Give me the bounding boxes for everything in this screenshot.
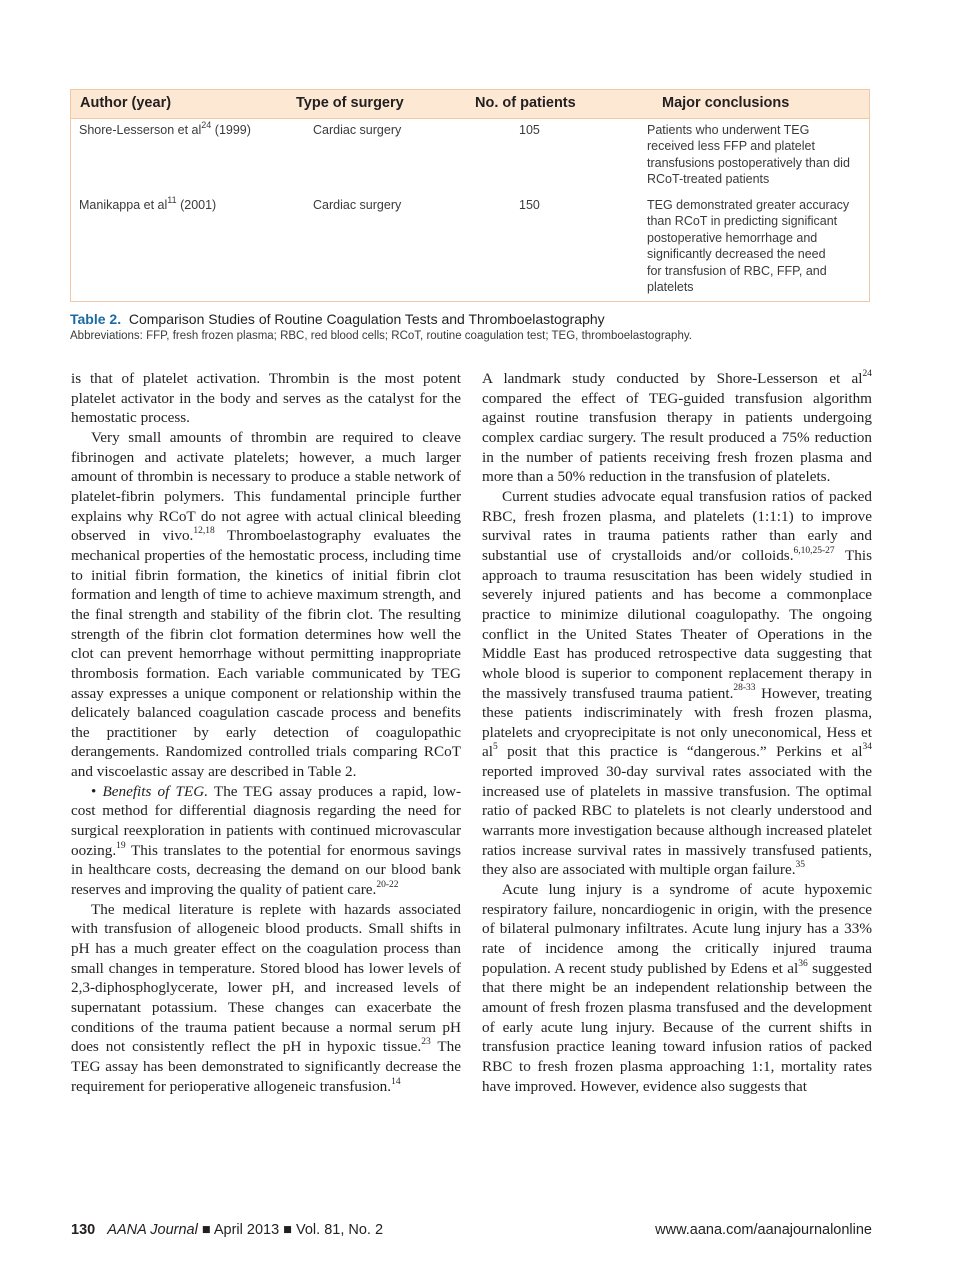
journal-url: www.aana.com/aanajournalonline	[655, 1222, 872, 1238]
paragraph: The medical literature is replete with hazards associated with transfusion of allogeneic blood products. Small shifts in pH has a much greater effect on the coagulation process than small changes in temperature. Stored blood has lower levels of 2,3-diphosphoglycerate, lower pH, and increased levels of supernatant potassium. These changes can exacerbate the conditions of the trauma patient because a normal serum pH does not consistently reflect the pH in hypoxic tissue.$^{23}$ The TEG assay has been demonstrated to significantly decrease the requirement for perioperative allogeneic transfusion.$^{14}$	[71, 900, 461, 1095]
reference-superscript: 20-22	[376, 880, 399, 890]
table-caption	[70, 311, 605, 327]
paragraph: Acute lung injury is a syndrome of acute hypoxemic respiratory failure, noncardiogenic in origin, with the presence of bilateral pulmonary infiltrates. Acute lung injury has a 33% rate of incidence among the critically injured trauma population. A recent study published by Edens et $al^{36}$ suggested that there might be an independent relationship between the amount of fresh frozen plasma transfused and the development of early acute lung injury. Because of the current shifts in transfusion practice leaning toward infusion ratios of packed RBC to fresh frozen plasma approaching 1:1, mortality rates have improved. However, evidence also suggests that	[482, 881, 872, 1095]
header-author-year: Author (year)	[80, 95, 172, 111]
table-cell-surgery: Cardiac surgery	[313, 123, 402, 137]
reference-superscript: 24	[201, 119, 212, 130]
reference-superscript: 11	[167, 194, 177, 205]
reference-superscript: 24	[862, 368, 872, 379]
right-text-column	[482, 369, 872, 1096]
left-text-column	[71, 369, 461, 1096]
table-cell-surgery: Cardiac surgery	[313, 198, 402, 212]
table-cell-author: Shore-Lesserson et $al^{24}$ (1999)	[79, 119, 251, 137]
table-cell-conclusion: Patients who underwent TEG received less FFP and platelet transfusions postoperatively than did RCoT-treated patients	[647, 123, 850, 187]
journal-name: AANA Journal	[107, 1222, 198, 1238]
reference-superscript: 12,18	[193, 526, 215, 537]
table-abbreviations: Abbreviations: FFP, fresh frozen plasma; RBC, red blood cells; RCoT, routine coagulation test; TEG, thromboelastography.	[70, 330, 692, 342]
page-number: 130	[71, 1222, 96, 1238]
table-cell-patients: 150	[519, 198, 540, 212]
paragraph-benefits-of-teg: • Benefits of TEG. The TEG assay produces a rapid, low-cost method for differential diagnosis regarding the need for surgical reexploration in patients with continued microvascular oozing.$^{19}$ This translates to the potential for enormous savings in healthcare costs, decreasing the demand on our blood bank reserves and improving the quality of patient care.$^{20-22}$	[71, 782, 462, 899]
reference-superscript: 28-33	[733, 683, 756, 694]
page-footer-left: 130 AANA Journal ■ April 2013 ■ Vol. 81, No. 2	[71, 1222, 384, 1238]
header-no-of-patients: No. of patients	[475, 95, 576, 111]
reference-superscript: 14	[391, 1076, 401, 1087]
reference-superscript: 35	[795, 860, 805, 871]
reference-superscript: 19	[116, 840, 126, 851]
table-cell-patients: 105	[519, 123, 540, 137]
table-2	[70, 89, 870, 302]
reference-superscript: 6,10,25-27	[793, 545, 835, 556]
paragraph: is that of platelet activation. Thrombin is the most potent platelet activator in the body and serves as the catalyst for the hemostatic process.	[71, 370, 461, 427]
reference-superscript: 23	[421, 1037, 431, 1048]
table-caption-title: Comparison Studies of Routine Coagulation Tests and Thromboelastography	[128, 311, 605, 327]
reference-superscript: 36	[798, 958, 808, 969]
issue-date: April 2013	[213, 1222, 280, 1238]
paragraph: A landmark study conducted by Shore-Lesserson et $al^{24}$ compared the effect of TEG-guided transfusion algorithm against routine transfusion therapy in patients undergoing complex cardiac surgery. The result produced a 75% reduction in the number of patients receiving fresh frozen plasma and more than a 50% reduction in the transfusion of platelets.	[482, 368, 872, 486]
header-major-conclusions: Major conclusions	[662, 95, 790, 111]
volume-issue: Vol. 81, No. 2	[295, 1222, 384, 1238]
paragraph: Current studies advocate equal transfusion ratios of packed RBC, fresh frozen plasma, and platelets (1:1:1) to improve survival rates in trauma patients rather than early and substantial use of crystalloids and/or colloids.$^{6,10,25-27}$ This approach to trauma resuscitation has been widely studied in severely injured patients and has become a commonplace practice to minimize dilutional coagulopathy. The ongoing conflict in the United States Theater of Operations in the Middle East has produced retrospective data suggesting that whole blood is superior to component replacement therapy in the massively transfused trauma patient.$^{28-33}$ However, treating these patients indiscriminately with fresh frozen plasma, platelets and cryoprecipitate is not only uneconomical, Hess et $al^5$ posit that this practice is “dangerous.” Perkins et $al^{34}$ reported improved 30-day survival rates associated with the increased use of platelets in massive transfusion. The optimal ratio of packed RBC to platelets is not clearly understood and warrants more investigation because although increased platelet ratios increase survival rates in massively transfused patients, they also are associated with multiple organ failure.$^{35}$	[482, 487, 872, 879]
reference-superscript: 34	[862, 742, 872, 753]
table-caption-label: Table 2.	[70, 311, 122, 327]
reference-superscript: 5	[492, 742, 498, 753]
header-type-of-surgery: Type of surgery	[296, 95, 404, 111]
table-cell-conclusion: TEG demonstrated greater accuracy than RCoT in predicting significant postoperative hemorrhage and significantly decreased the need for transfusion of RBC, FFP, and platelets	[647, 198, 850, 295]
table-cell-author: Manikappa et $al^{11}$ (2001)	[79, 194, 217, 212]
paragraph: Very small amounts of thrombin are required to cleave fibrinogen and activate platelets; however, a much larger amount of thrombin is necessary to produce a stable network of platelet-fibrin polymers. This fundamental principle further explains why RCoT do not agree with actual clinical bleeding observed in vivo.$^{12,18}$ Thromboelastography evaluates the mechanical properties of the hemostatic process, including time to initial fibrin formation, the kinetics of initial fibrin clot formation and length of time to achieve maximum strength, and the final strength and stability of the fibrin clot. The resulting strength of the fibrin clot formation determines how well the clot can prevent hemorrhage without permitting inappropriate thrombosis formation. Each variable communicated by TEG assay expresses a unique component or relationship within the delicately balanced coagulation cascade process and benefits the practitioner by early detection of coagulopathic derangements. Randomized controlled trials comparing RCoT and viscoelastic assay are described in Table 2.	[71, 428, 462, 781]
table-header-row	[71, 90, 869, 119]
subheading-benefits-of-teg: Benefits of TEG.	[102, 782, 209, 800]
